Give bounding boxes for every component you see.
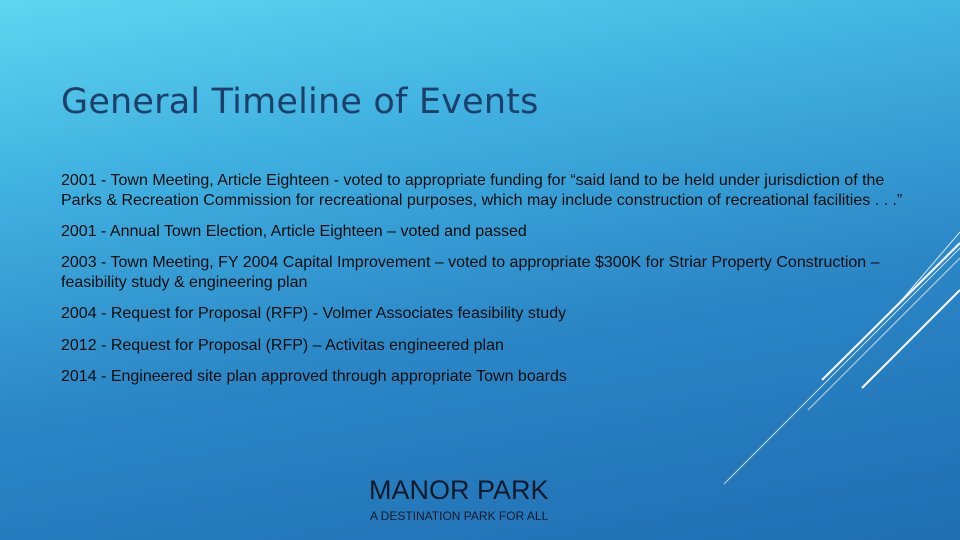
slide-title: General Timeline of Events [61,82,539,122]
timeline-item: 2001 - Town Meeting, Article Eighteen - voted to appropriate funding for “said land to be held under jurisdiction of the Parks & Recreation Commission for recreational purposes, which may include construction of recreational facilities . . .” [61,172,903,209]
footer-branding [369,474,549,523]
timeline-item: 2001 - Annual Town Election, Article Eighteen – voted and passed [61,223,527,241]
timeline-item: 2012 - Request for Proposal (RFP) – Activitas engineered plan [61,336,504,354]
timeline-item: 2014 - Engineered site plan approved through appropriate Town boards [61,368,567,386]
timeline-item: 2004 - Request for Proposal (RFP) - Volmer Associates feasibility study [61,305,567,323]
timeline-item: 2003 - Town Meeting, FY 2004 Capital Improvement – voted to appropriate $300K for Striar Property Construction – feasibility study & engineering plan [61,254,880,292]
timeline-list [61,171,921,398]
park-name: MANOR PARK [369,475,549,505]
park-tagline: A DESTINATION PARK FOR ALL [370,509,549,523]
